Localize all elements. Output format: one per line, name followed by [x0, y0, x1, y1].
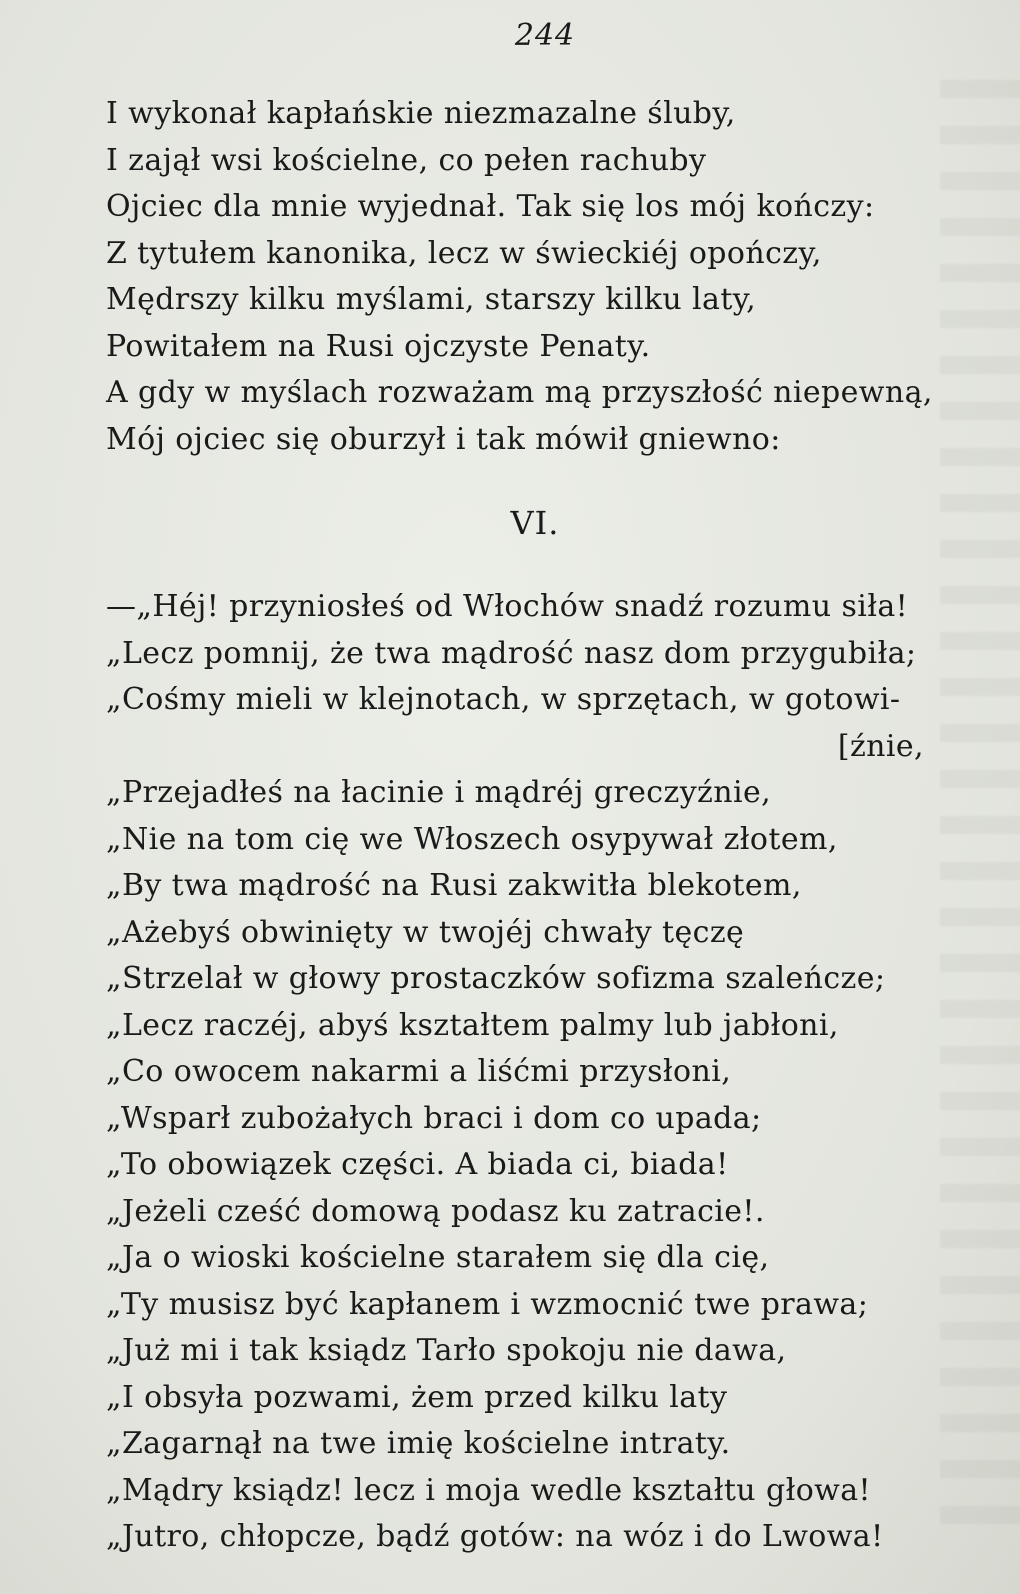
verse-line: „Ty musisz być kapłanem i wzmocnić twe prawa; [106, 1286, 869, 1322]
verse-line: Z tytułem kanonika, lecz w świeckiéj opończy, [106, 235, 822, 271]
verse-line: „To obowiązek części. A biada ci, biada! [106, 1147, 729, 1182]
verse-line: Mój ojciec się oburzył i tak mówił gniewno: [106, 421, 781, 457]
verse-line: Mędrszy kilku myślami, starszy kilku laty, [106, 282, 757, 317]
verse-line: „Lecz raczéj, abyś kształtem palmy lub jabłoni, [106, 1007, 839, 1043]
verse-line: „Cośmy mieli w klejnotach, w sprzętach, w gotowi- [106, 682, 901, 717]
verse-line: „Mądry ksiądz! lecz i moja wedle kształtu głowa! [106, 1472, 871, 1508]
verse-line: „Przejadłeś na łacinie i mądréj greczyźnie, [106, 775, 772, 810]
verse-line: A gdy w myślach rozważam mą przyszłość niepewną, [106, 375, 933, 410]
verse-line: „Strzelał w głowy prostaczków sofizma szaleńcze; [106, 961, 886, 996]
verse-line: Powitałem na Rusi ojczyste Penaty. [106, 328, 651, 364]
verse-line: —„Héj! przyniosłeś od Włochów snadź rozumu siła! [106, 589, 909, 624]
verse-line: „I obsyła pozwami, żem przed kilku laty [106, 1379, 728, 1415]
verse-line: „Co owocem nakarmi a liśćmi przysłoni, [106, 1054, 732, 1089]
verse-line-continuation: [źnie, [837, 728, 924, 764]
verse-line: „Zagarnął na twe imię kościelne intraty. [106, 1426, 731, 1461]
verse-line: „Już mi i tak ksiądz Tarło spokoju nie dawa, [106, 1333, 787, 1368]
verse-line: „Jutro, chłopcze, bądź gotów: na wóz i do Lwowa! [106, 1519, 884, 1554]
verse-line: „By twa mądrość na Rusi zakwitła blekotem, [106, 868, 802, 903]
stanza-2 [106, 584, 976, 1561]
page-number: 244 [514, 18, 576, 53]
section-heading: VI. [510, 504, 560, 542]
verse-line: Ojciec dla mnie wyjednał. Tak się los mój kończy: [106, 189, 875, 224]
verse-line: „Wsparł zubożałych braci i dom co upada; [106, 1100, 762, 1136]
verse-line: „Lecz pomnij, że twa mądrość nasz dom przygubiła; [106, 635, 917, 671]
verse-line: I zajął wsi kościelne, co pełen rachuby [106, 142, 707, 178]
verse-line: „Ażebyś obwinięty w twojéj chwały tęczę [106, 914, 745, 950]
verse-line: I wykonał kapłańskie niezmazalne śluby, [106, 96, 736, 131]
stanza-1 [106, 91, 976, 463]
verse-line: „Nie na tom cię we Włoszech osypywał złotem, [106, 821, 838, 857]
verse-line: „Jeżeli cześć domową podasz ku zatracie!. [106, 1193, 765, 1229]
verse-line: „Ja o wioski kościelne starałem się dla cię, [106, 1240, 770, 1275]
